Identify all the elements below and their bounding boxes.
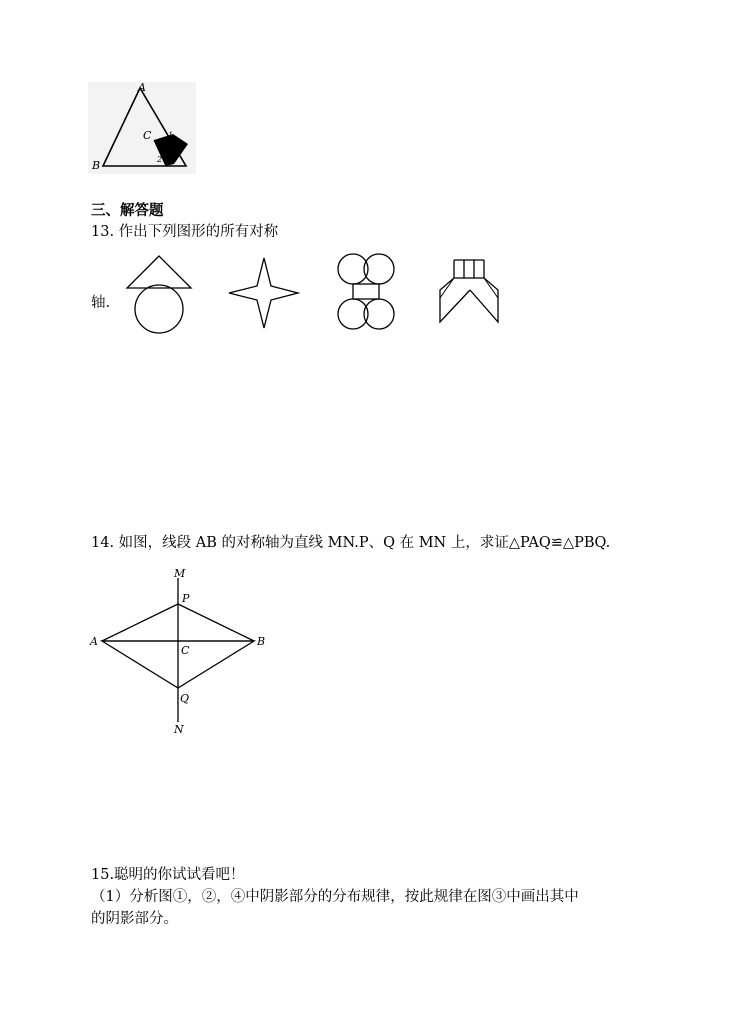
figure-triangle-circle xyxy=(125,248,195,338)
figure-four-point-star xyxy=(226,256,306,336)
question-15-line2: （1）分析图①，②，④中阴影部分的分布规律，按此规律在图③中画出其中 xyxy=(91,889,579,905)
label-q: Q xyxy=(180,692,190,705)
label-n: N xyxy=(174,723,184,736)
section-heading: 三、解答题 xyxy=(91,202,164,219)
vertex-label-c: C xyxy=(143,129,152,142)
figure-rhombus-apbq xyxy=(88,566,278,736)
angle-label-2: 2 xyxy=(157,155,163,164)
question-15-line1: 15.聪明的你试试看吧！ xyxy=(91,867,245,883)
vertex-label-b: B xyxy=(92,159,101,172)
label-c: C xyxy=(181,644,190,657)
scan-background xyxy=(88,82,196,174)
vertex-label-a: A xyxy=(138,81,146,94)
label-p: P xyxy=(182,592,190,605)
label-b: B xyxy=(257,635,266,648)
angle-label-1: 1 xyxy=(168,131,174,140)
figure-bird-shape xyxy=(437,254,507,334)
label-a: A xyxy=(90,635,98,648)
figure-four-circles-square xyxy=(334,250,404,334)
question-14-text: 14. 如图，线段 AB 的对称轴为直线 MN.P、Q 在 MN 上，求证△PAQ≌△PBQ. xyxy=(91,535,611,551)
question-13-tail: 轴. xyxy=(91,295,111,311)
question-15-line3: 的阴影部分。 xyxy=(91,911,178,927)
folded-triangle-figure xyxy=(88,82,208,177)
label-m: M xyxy=(174,567,186,580)
question-13-text: 13. 作出下列图形的所有对称 xyxy=(91,224,279,240)
